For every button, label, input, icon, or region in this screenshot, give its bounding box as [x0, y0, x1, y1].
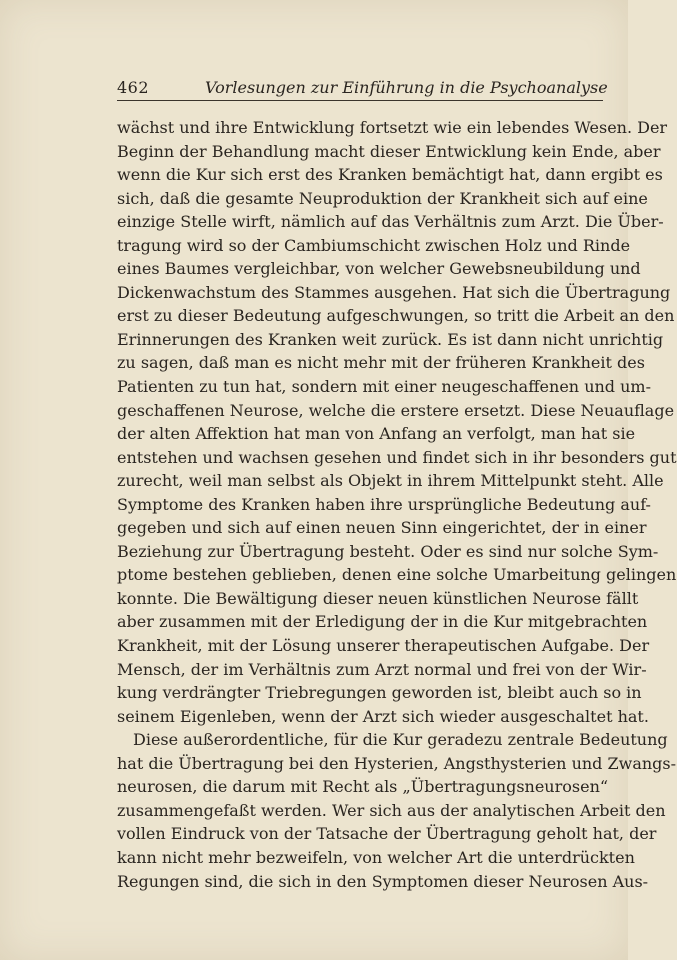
text-line: Patienten zu tun hat, sondern mit einer neugeschaffenen und um-	[117, 377, 652, 397]
text-line: Regungen sind, die sich in den Symptomen dieser Neurosen Aus-	[117, 871, 649, 891]
text-line: eines Baumes vergleichbar, von welcher Gewebsneubildung und	[117, 259, 641, 279]
text-line: gegeben und sich auf einen neuen Sinn eingerichtet, der in einer	[117, 518, 647, 538]
text-line: sich, daß die gesamte Neuproduktion der Krankheit sich auf eine	[117, 188, 648, 208]
text-line: aber zusammen mit der Erledigung der in die Kur mitgebrachten	[117, 612, 648, 632]
text-line: Krankheit, mit der Lösung unserer therapeutischen Aufgabe. Der	[117, 636, 650, 656]
text-line: Erinnerungen des Kranken weit zurück. Es ist dann nicht unrichtig	[117, 329, 664, 349]
text-line: ptome bestehen geblieben, denen eine solche Umarbeitung gelingen	[117, 565, 677, 585]
text-line: kann nicht mehr bezweifeln, von welcher Art die unterdrückten	[117, 847, 635, 867]
paragraph-first-line: Diese außerordentliche, für die Kur geradezu zentrale Bedeutung	[133, 730, 668, 750]
text-line: hat die Übertragung bei den Hysterien, Angsthysterien und Zwangs-	[117, 753, 677, 773]
text-line: tragung wird so der Cambiumschicht zwischen Holz und Rinde	[117, 235, 631, 255]
page-number: 462	[117, 78, 150, 97]
paragraph-last-line: seinem Eigenleben, wenn der Arzt sich wieder ausgeschaltet hat.	[117, 706, 649, 726]
text-line: konnte. Die Bewältigung dieser neuen künstlichen Neurose fällt	[117, 588, 639, 608]
body-text	[117, 116, 677, 893]
text-line: Symptome des Kranken haben ihre ursprüngliche Bedeutung auf-	[117, 494, 651, 514]
text-line: erst zu dieser Bedeutung aufgeschwungen, so tritt die Arbeit an den	[117, 306, 675, 326]
text-line: Dickenwachstum des Stammes ausgehen. Hat sich die Übertragung	[117, 282, 671, 302]
text-line: vollen Eindruck von der Tatsache der Übertragung geholt hat, der	[117, 824, 657, 844]
text-line: wenn die Kur sich erst des Kranken bemächtigt hat, dann ergibt es	[117, 165, 663, 185]
text-line: wächst und ihre Entwicklung fortsetzt wie ein lebendes Wesen. Der	[117, 118, 668, 137]
text-line: Beginn der Behandlung macht dieser Entwicklung kein Ende, aber	[117, 141, 661, 161]
text-line: neurosen, die darum mit Recht als „Übertragungsneurosen“	[117, 777, 609, 797]
running-title: Vorlesungen zur Einführung in die Psychoanalyse	[205, 78, 608, 97]
text-line: zusammengefaßt werden. Wer sich aus der analytischen Arbeit den	[117, 800, 666, 820]
text-line: geschaffenen Neurose, welche die erstere ersetzt. Diese Neuauflage	[117, 400, 675, 420]
text-line: einzige Stelle wirft, nämlich auf das Verhältnis zum Arzt. Die Über-	[117, 212, 664, 232]
text-line: Beziehung zur Übertragung besteht. Oder es sind nur solche Sym-	[117, 541, 659, 561]
running-header	[117, 76, 608, 101]
text-line: entstehen und wachsen gesehen und findet sich in ihr besonders gut	[117, 447, 677, 467]
text-line: kung verdrängter Triebregungen geworden ist, bleibt auch so in	[117, 683, 642, 703]
text-line: zurecht, weil man selbst als Objekt in ihrem Mittelpunkt steht. Alle	[117, 471, 664, 491]
text-line: Mensch, der im Verhältnis zum Arzt normal und frei von der Wir-	[117, 659, 647, 679]
text-line: zu sagen, daß man es nicht mehr mit der früheren Krankheit des	[117, 353, 645, 373]
text-line: der alten Affektion hat man von Anfang an verfolgt, man hat sie	[117, 424, 636, 444]
